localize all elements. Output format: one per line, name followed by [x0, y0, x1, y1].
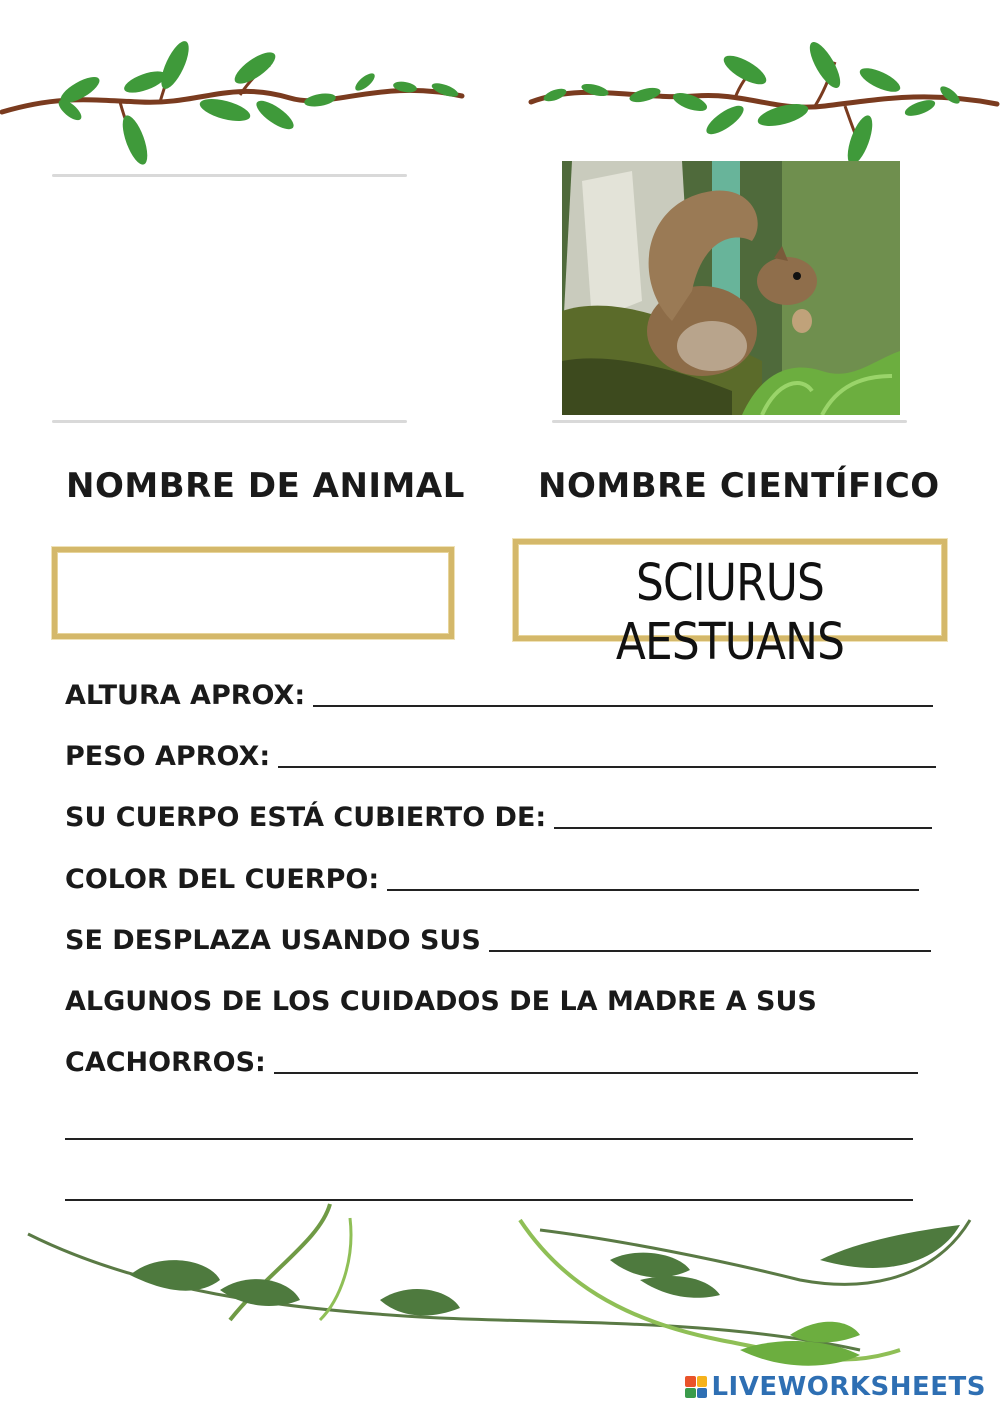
left-photo-slot-bottom-line	[52, 420, 407, 423]
question-row-height	[65, 680, 933, 711]
bottom-vine-decoration	[20, 1200, 980, 1395]
answer-line-body-covering[interactable]	[554, 827, 932, 829]
question-label-body-covering: SU CUERPO ESTÁ CUBIERTO DE:	[65, 802, 547, 833]
animal-photo-drop-area[interactable]	[52, 178, 407, 418]
question-label-offspring: CACHORROS:	[65, 1047, 266, 1078]
squirrel-photo	[562, 161, 900, 415]
question-row-mother-care	[65, 986, 817, 1017]
brand-text: LIVEWORKSHEETS	[711, 1372, 986, 1402]
answer-line-extra-1[interactable]	[65, 1138, 913, 1140]
question-row-weight	[65, 741, 936, 772]
question-label-weight: PESO APROX:	[65, 741, 271, 772]
question-row-body-color	[65, 864, 919, 895]
scientific-name-value: SCIURUS AESTUANS	[615, 554, 845, 672]
answer-line-weight[interactable]	[278, 766, 936, 768]
left-photo-slot-top-line	[52, 174, 407, 177]
question-label-mother-care: ALGUNOS DE LOS CUIDADOS DE LA MADRE A SUS	[65, 986, 817, 1017]
answer-line-height[interactable]	[313, 705, 933, 707]
right-photo-slot-bottom-line	[552, 420, 907, 423]
top-right-vine-decoration	[525, 40, 1000, 170]
liveworksheets-logo-icon	[685, 1376, 707, 1398]
animal-name-heading: NOMBRE DE ANIMAL	[66, 466, 465, 506]
question-label-body-color: COLOR DEL CUERPO:	[65, 864, 380, 895]
top-left-vine-decoration	[0, 40, 470, 175]
liveworksheets-brand	[685, 1372, 986, 1402]
answer-line-offspring[interactable]	[274, 1072, 918, 1074]
question-label-height: ALTURA APROX:	[65, 680, 306, 711]
animal-name-input-box[interactable]	[52, 547, 454, 639]
question-row-movement	[65, 925, 931, 956]
scientific-name-heading: NOMBRE CIENTÍFICO	[538, 466, 940, 506]
question-row-body-covering	[65, 802, 932, 833]
answer-line-body-color[interactable]	[387, 889, 919, 891]
question-row-offspring	[65, 1047, 918, 1078]
scientific-name-box	[513, 539, 947, 672]
question-label-movement: SE DESPLAZA USANDO SUS	[65, 925, 481, 956]
answer-line-movement[interactable]	[489, 950, 931, 952]
